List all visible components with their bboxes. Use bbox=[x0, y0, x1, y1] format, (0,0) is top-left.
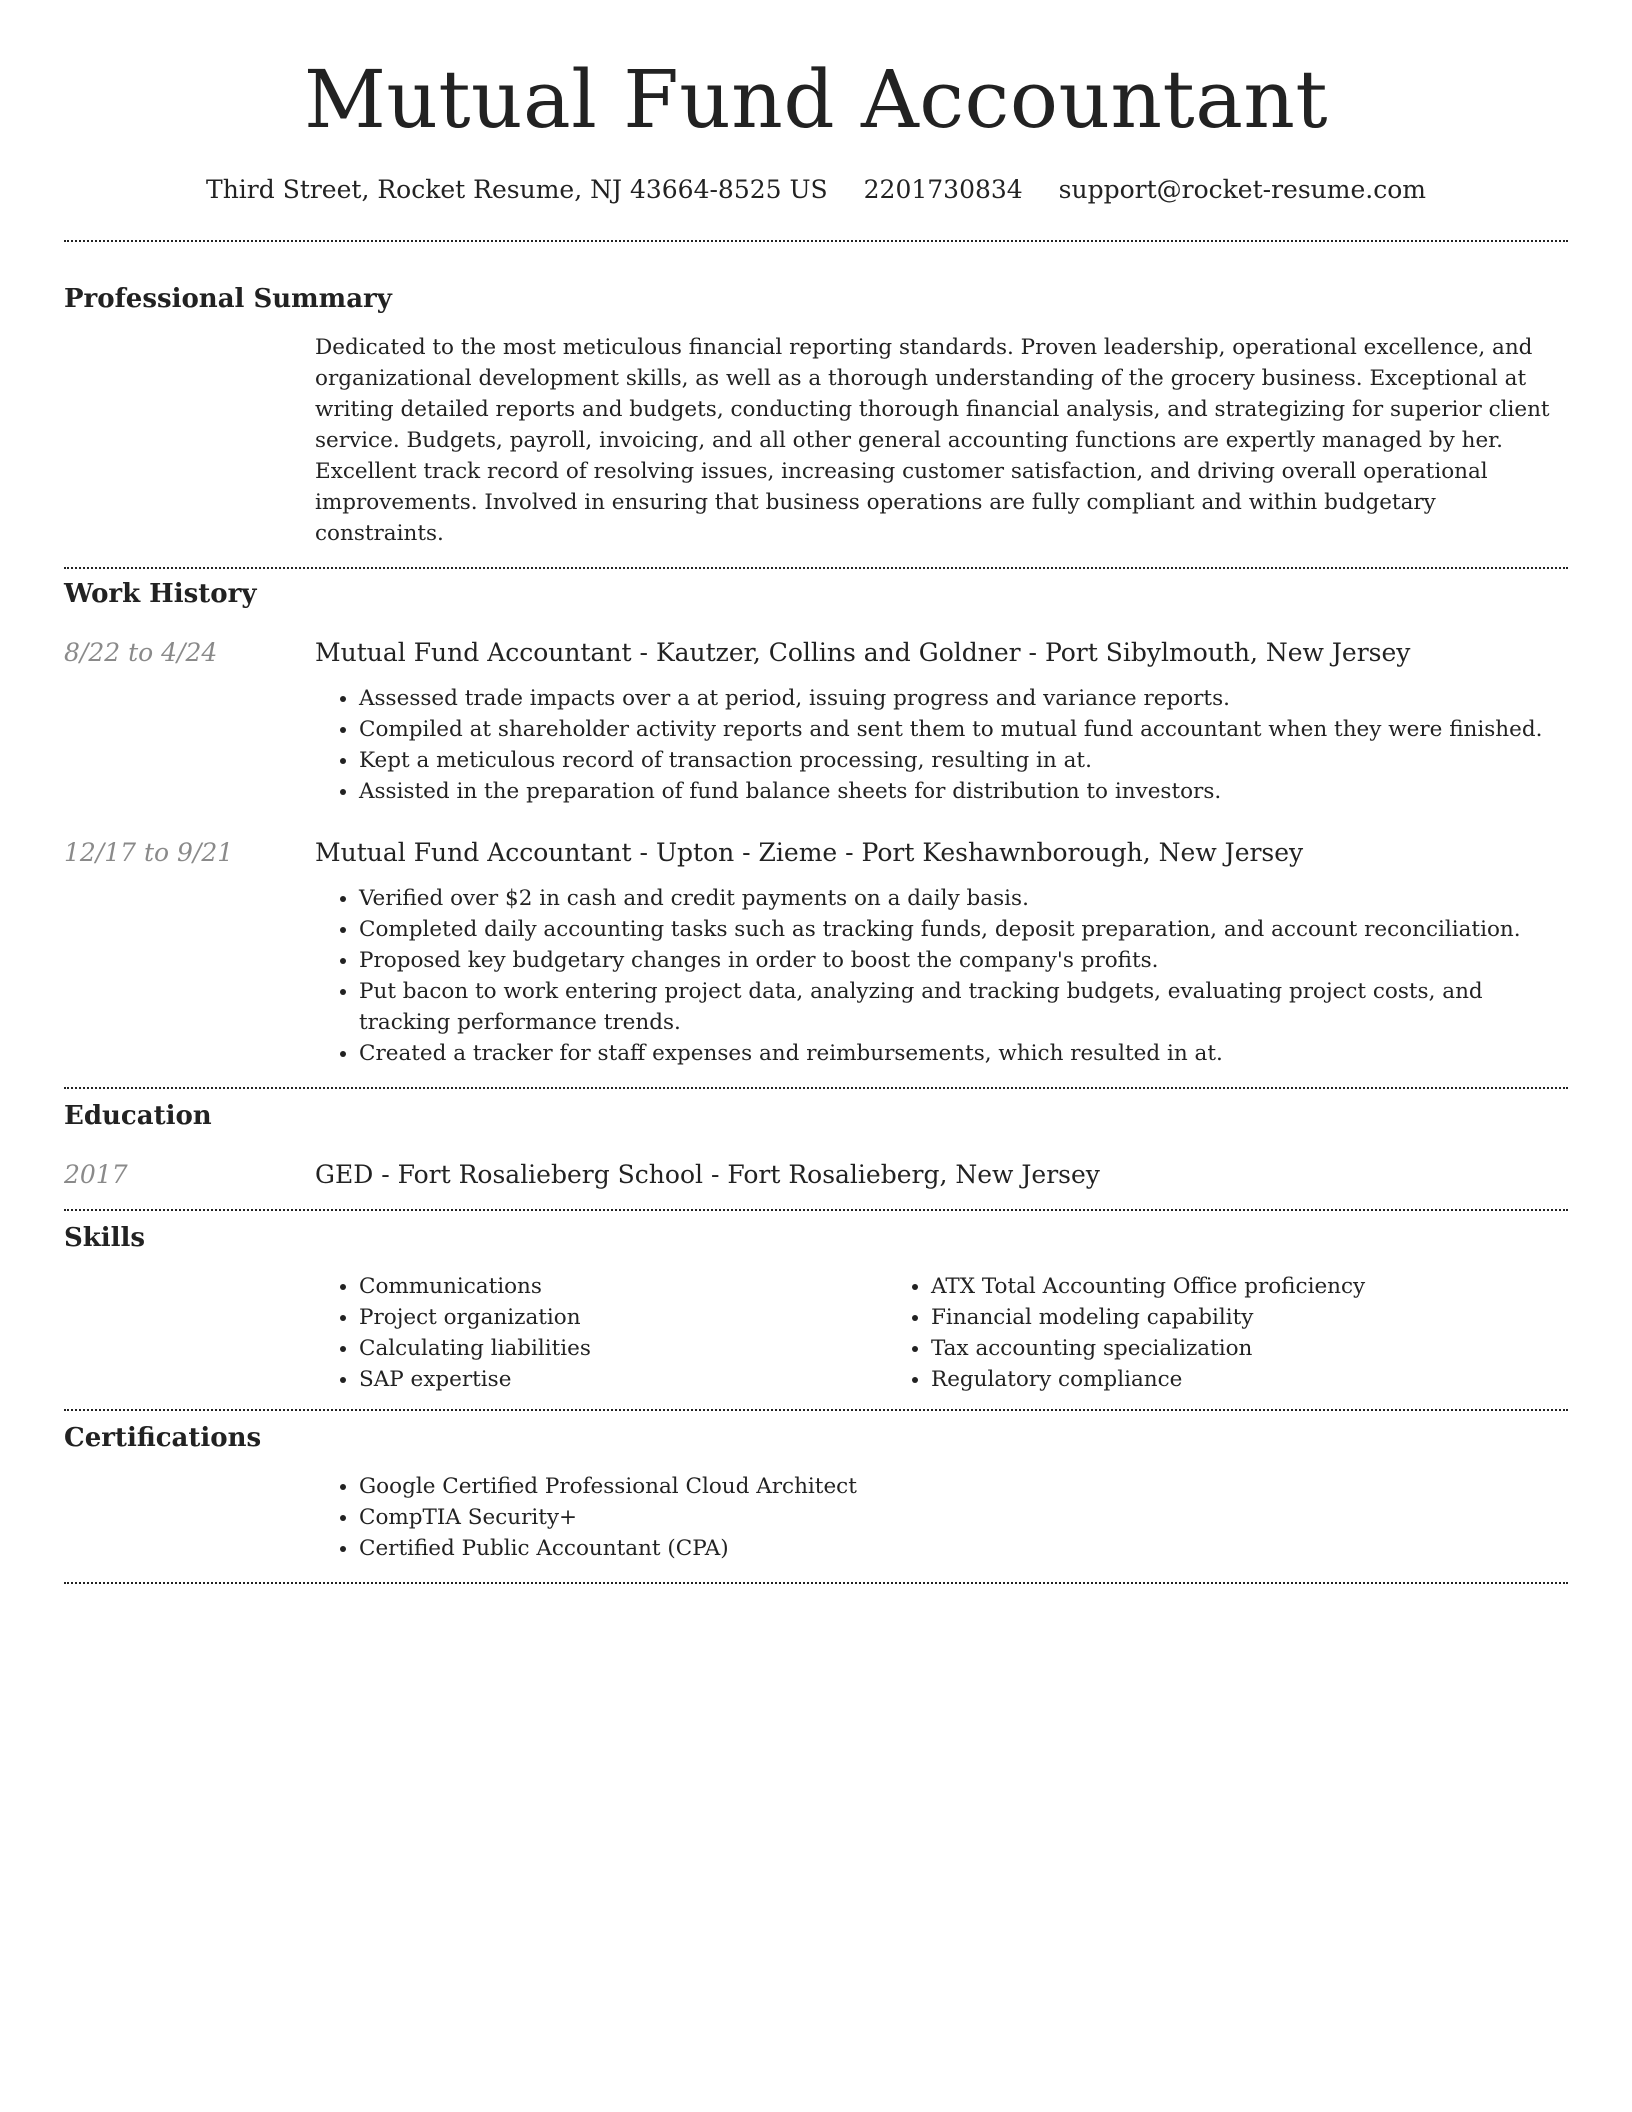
skill-item: • ATX Total Accounting Office proficiency bbox=[931, 1271, 1459, 1302]
certifications-heading: Certifications bbox=[64, 1423, 262, 1453]
job-content bbox=[315, 837, 1568, 1069]
job-dates: 12/17 to 9/21 bbox=[64, 838, 234, 867]
education-date: 2017 bbox=[64, 1160, 128, 1189]
summary-heading: Professional Summary bbox=[64, 284, 392, 314]
job-bullet: • Kept a meticulous record of transaction processing, resulting in at. bbox=[359, 745, 1568, 776]
job-bullets bbox=[315, 883, 1568, 1069]
section-divider bbox=[64, 1582, 1568, 1584]
job-bullets bbox=[315, 683, 1568, 807]
job-bullet: • Assisted in the preparation of fund balance sheets for distribution to investors. bbox=[359, 776, 1568, 807]
work-history-section bbox=[64, 577, 1568, 1069]
skill-item: • Financial modeling capability bbox=[931, 1302, 1459, 1333]
summary-section bbox=[64, 282, 1568, 549]
job-title: Mutual Fund Accountant - Kautzer, Collins and Goldner - Port Sibylmouth, New Jersey bbox=[315, 638, 1411, 667]
job-content bbox=[315, 637, 1568, 807]
job-bullet: • Proposed key budgetary changes in order to boost the company's profits. bbox=[359, 945, 1568, 976]
contact-email: support@rocket-resume.com bbox=[1058, 175, 1426, 204]
certifications-items bbox=[315, 1471, 1568, 1564]
skill-item: • SAP expertise bbox=[359, 1364, 887, 1395]
section-divider bbox=[64, 1409, 1568, 1411]
certification-item: • Certified Public Accountant (CPA) bbox=[359, 1533, 1568, 1564]
job-bullet: • Verified over $2 in cash and credit payments on a daily basis. bbox=[359, 883, 1568, 914]
certification-item: • Google Certified Professional Cloud Architect bbox=[359, 1471, 1568, 1502]
certifications-section bbox=[64, 1421, 1568, 1564]
summary-text: Dedicated to the most meticulous financial reporting standards. Proven leadership, operational excellence, and organizational development skills, as well as a thorough understanding of the grocery business. Exceptional at writing detailed reports and budgets, conducting thorough financial analysis, and strategizing for superior client service. Budgets, payroll, invoicing, and all other general accounting functions are expertly managed by her. Excellent track record of resolving issues, increasing customer satisfaction, and driving overall operational improvements. Involved in ensuring that business operations are fully compliant and within budgetary constraints. bbox=[315, 335, 1550, 546]
section-divider bbox=[64, 240, 1568, 242]
certifications-list bbox=[315, 1471, 1568, 1564]
job-bullet: • Assessed trade impacts over a at period, issuing progress and variance reports. bbox=[359, 683, 1568, 714]
certification-item: • CompTIA Security+ bbox=[359, 1502, 1568, 1533]
education-text: GED - Fort Rosalieberg School - Fort Rosalieberg, New Jersey bbox=[315, 1160, 1100, 1189]
contact-phone: 2201730834 bbox=[863, 175, 1023, 204]
skill-item: • Communications bbox=[359, 1271, 887, 1302]
skills-section bbox=[64, 1221, 1568, 1395]
contact-line bbox=[64, 174, 1568, 206]
education-entry bbox=[64, 1159, 1568, 1191]
job-bullet: • Put bacon to work entering project data, analyzing and tracking budgets, evaluating project costs, and tracking performance trends. bbox=[359, 976, 1568, 1038]
skill-item: • Regulatory compliance bbox=[931, 1364, 1459, 1395]
job-title: Mutual Fund Accountant - Upton - Zieme - Port Keshawnborough, New Jersey bbox=[315, 838, 1304, 867]
resume-header bbox=[64, 0, 1568, 206]
education-section bbox=[64, 1099, 1568, 1191]
skills-heading: Skills bbox=[64, 1223, 146, 1253]
job-dates: 8/22 to 4/24 bbox=[64, 638, 218, 667]
job-entry bbox=[64, 637, 1568, 807]
job-bullet: • Compiled at shareholder activity reports and sent them to mutual fund accountant when they were finished. bbox=[359, 714, 1568, 745]
job-entry bbox=[64, 837, 1568, 1069]
education-heading: Education bbox=[64, 1101, 212, 1131]
skills-column-left bbox=[315, 1271, 887, 1395]
contact-address: Third Street, Rocket Resume, NJ 43664-8525 US bbox=[206, 175, 828, 204]
skill-item: • Tax accounting specialization bbox=[931, 1333, 1459, 1364]
job-bullet: • Completed daily accounting tasks such as tracking funds, deposit preparation, and account reconciliation. bbox=[359, 914, 1568, 945]
candidate-name: Mutual Fund Accountant bbox=[303, 53, 1329, 146]
skill-item: • Calculating liabilities bbox=[359, 1333, 887, 1364]
skill-item: • Project organization bbox=[359, 1302, 887, 1333]
section-divider bbox=[64, 1209, 1568, 1211]
section-divider bbox=[64, 1087, 1568, 1089]
skills-column-right bbox=[887, 1271, 1459, 1395]
skills-grid bbox=[315, 1271, 1568, 1395]
job-bullet: • Created a tracker for staff expenses and reimbursements, which resulted in at. bbox=[359, 1038, 1568, 1069]
section-divider bbox=[64, 567, 1568, 569]
work-history-heading: Work History bbox=[64, 579, 257, 609]
